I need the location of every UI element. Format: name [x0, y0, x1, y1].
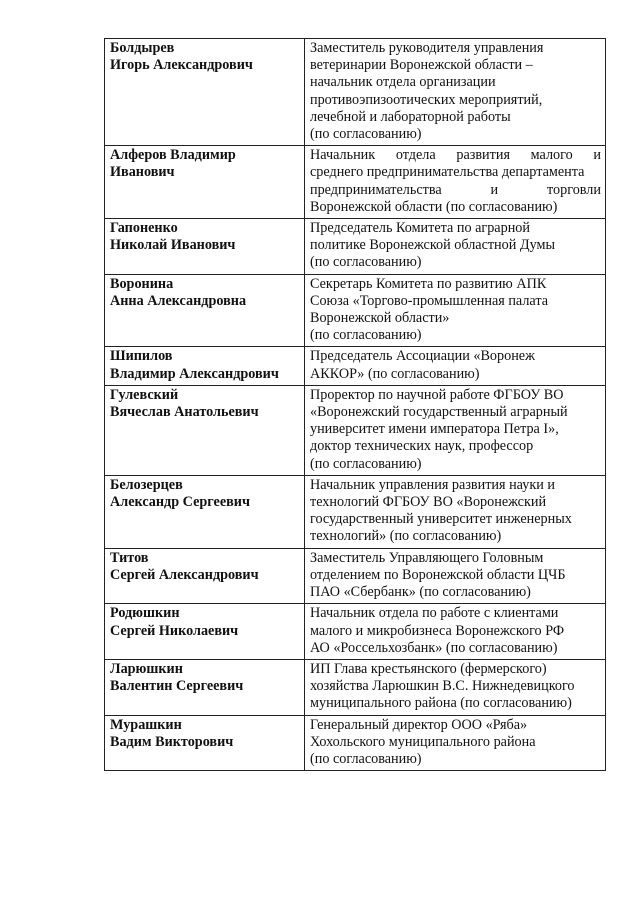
member-given-names: Валентин Сергеевич	[110, 678, 244, 695]
member-role-line: (по согласованию)	[310, 327, 422, 344]
member-role-cell	[305, 274, 606, 347]
member-role-cell	[305, 715, 606, 771]
member-role-line: доктор технических наук, профессор	[310, 438, 534, 455]
member-name-cell	[105, 475, 305, 548]
member-row	[105, 347, 606, 385]
member-row	[105, 659, 606, 715]
members-table-body	[105, 39, 606, 771]
member-role-line: хозяйства Ларюшкин В.С. Нижнедевицкого	[310, 678, 575, 695]
member-role-line: Заместитель Управляющего Головным	[310, 549, 544, 566]
member-surname: Ларюшкин	[110, 660, 183, 677]
member-row	[105, 219, 606, 275]
member-name-cell	[105, 548, 305, 604]
member-role-cell	[305, 385, 606, 475]
member-given-names: Вадим Викторович	[110, 733, 234, 750]
member-role-line: Секретарь Комитета по развитию АПК	[310, 275, 547, 292]
member-name-cell	[105, 347, 305, 385]
member-role-line: противоэпизоотических мероприятий,	[310, 91, 543, 108]
member-surname: Гапоненко	[110, 220, 178, 237]
member-given-names: Иванович	[110, 164, 175, 181]
member-role-word: и	[490, 181, 499, 198]
member-role-line: АККОР» (по согласованию)	[310, 365, 480, 382]
member-role-cell	[305, 219, 606, 275]
member-surname: Воронина	[110, 275, 174, 292]
member-role-line: Проректор по научной работе ФГБОУ ВО	[310, 386, 564, 403]
member-role-word: торговли	[547, 181, 601, 198]
member-name-cell	[105, 604, 305, 660]
member-surname: Титов	[110, 549, 149, 566]
member-role-line: Хохольского муниципального района	[310, 733, 536, 750]
member-given-names: Николай Иванович	[110, 237, 236, 254]
member-role-line: отделением по Воронежской области ЦЧБ	[310, 566, 566, 583]
member-surname: Шипилов	[110, 348, 173, 365]
member-surname: Болдырев	[110, 40, 175, 56]
member-role-line: среднего предпринимательства департамента	[310, 164, 585, 181]
member-role-line: политике Воронежской областной Думы	[310, 237, 555, 254]
member-given-names: Сергей Николаевич	[110, 622, 239, 639]
member-given-names: Сергей Александрович	[110, 566, 259, 583]
member-row	[105, 146, 606, 219]
member-row	[105, 475, 606, 548]
member-role-line: Союза «Торгово-промышленная палата	[310, 292, 549, 309]
member-row	[105, 274, 606, 347]
member-role-line: муниципального района (по согласованию)	[310, 695, 572, 712]
members-table	[104, 38, 606, 771]
member-surname: Родюшкин	[110, 605, 180, 622]
member-role-line: технологий ФГБОУ ВО «Воронежский	[310, 494, 547, 511]
member-role-word: отдела	[395, 147, 436, 164]
member-role-line: университет имени императора Петра I»,	[310, 421, 559, 438]
member-given-names: Игорь Александрович	[110, 57, 253, 74]
member-surname: Мурашкин	[110, 716, 182, 733]
member-role-line: Председатель Ассоциации «Воронеж	[310, 348, 535, 365]
member-row	[105, 715, 606, 771]
member-surname: Белозерцев	[110, 476, 183, 493]
member-role-cell	[305, 39, 606, 146]
member-role-line: (по согласованию)	[310, 455, 422, 472]
member-role-line: Начальник отдела по работе с клиентами	[310, 605, 559, 622]
member-role-line	[310, 147, 601, 164]
member-name-cell	[105, 715, 305, 771]
member-row	[105, 39, 606, 146]
member-role-line: Председатель Комитета по аграрной	[310, 220, 530, 237]
member-role-line: Начальник управления развития науки и	[310, 476, 555, 493]
member-role-line: государственный университет инженерных	[310, 511, 572, 528]
member-name-cell	[105, 385, 305, 475]
member-role-cell	[305, 604, 606, 660]
member-role-line: лечебной и лабораторной работы	[310, 108, 511, 125]
member-role-line: ИП Глава крестьянского (фермерского)	[310, 660, 547, 677]
member-name-cell	[105, 146, 305, 219]
member-role-word: и	[593, 147, 601, 164]
member-role-cell	[305, 475, 606, 548]
member-role-line: Генеральный директор ООО «Ряба»	[310, 716, 528, 733]
member-name-cell	[105, 39, 305, 146]
member-role-word: предпринимательства	[310, 181, 442, 198]
member-row	[105, 604, 606, 660]
member-role-cell	[305, 659, 606, 715]
member-role-line: ПАО «Сбербанк» (по согласованию)	[310, 584, 531, 601]
member-given-names: Анна Александровна	[110, 292, 247, 309]
member-role-line: (по согласованию)	[310, 126, 422, 143]
member-role-line: (по согласованию)	[310, 254, 422, 271]
member-row	[105, 548, 606, 604]
member-role-word: малого	[530, 147, 573, 164]
member-role-line: Заместитель руководителя управления	[310, 40, 544, 56]
member-role-line: (по согласованию)	[310, 750, 422, 767]
member-role-word: развития	[456, 147, 510, 164]
member-given-names: Вячеслав Анатольевич	[110, 404, 259, 421]
member-surname: Гулевский	[110, 386, 179, 403]
member-name-cell	[105, 219, 305, 275]
member-role-word: Начальник	[310, 147, 376, 164]
member-row	[105, 385, 606, 475]
member-role-cell	[305, 548, 606, 604]
member-role-cell	[305, 347, 606, 385]
member-given-names: Александр Сергеевич	[110, 494, 250, 511]
member-role-line: малого и микробизнеса Воронежского РФ	[310, 622, 565, 639]
member-role-line: Воронежской области»	[310, 310, 450, 327]
member-role-line: технологий» (по согласованию)	[310, 528, 502, 545]
member-role-line	[310, 182, 601, 199]
member-role-line: АО «Россельхозбанк» (по согласованию)	[310, 639, 558, 656]
member-role-line: «Воронежский государственный аграрный	[310, 404, 568, 421]
member-role-cell	[305, 146, 606, 219]
member-given-names: Владимир Александрович	[110, 365, 279, 382]
member-role-line: Воронежской области (по согласованию)	[310, 198, 558, 215]
member-name-cell	[105, 274, 305, 347]
member-role-line: ветеринарии Воронежской области –	[310, 57, 533, 74]
member-surname: Алферов Владимир	[110, 147, 236, 164]
member-role-line: начальник отдела организации	[310, 74, 496, 91]
member-name-cell	[105, 659, 305, 715]
